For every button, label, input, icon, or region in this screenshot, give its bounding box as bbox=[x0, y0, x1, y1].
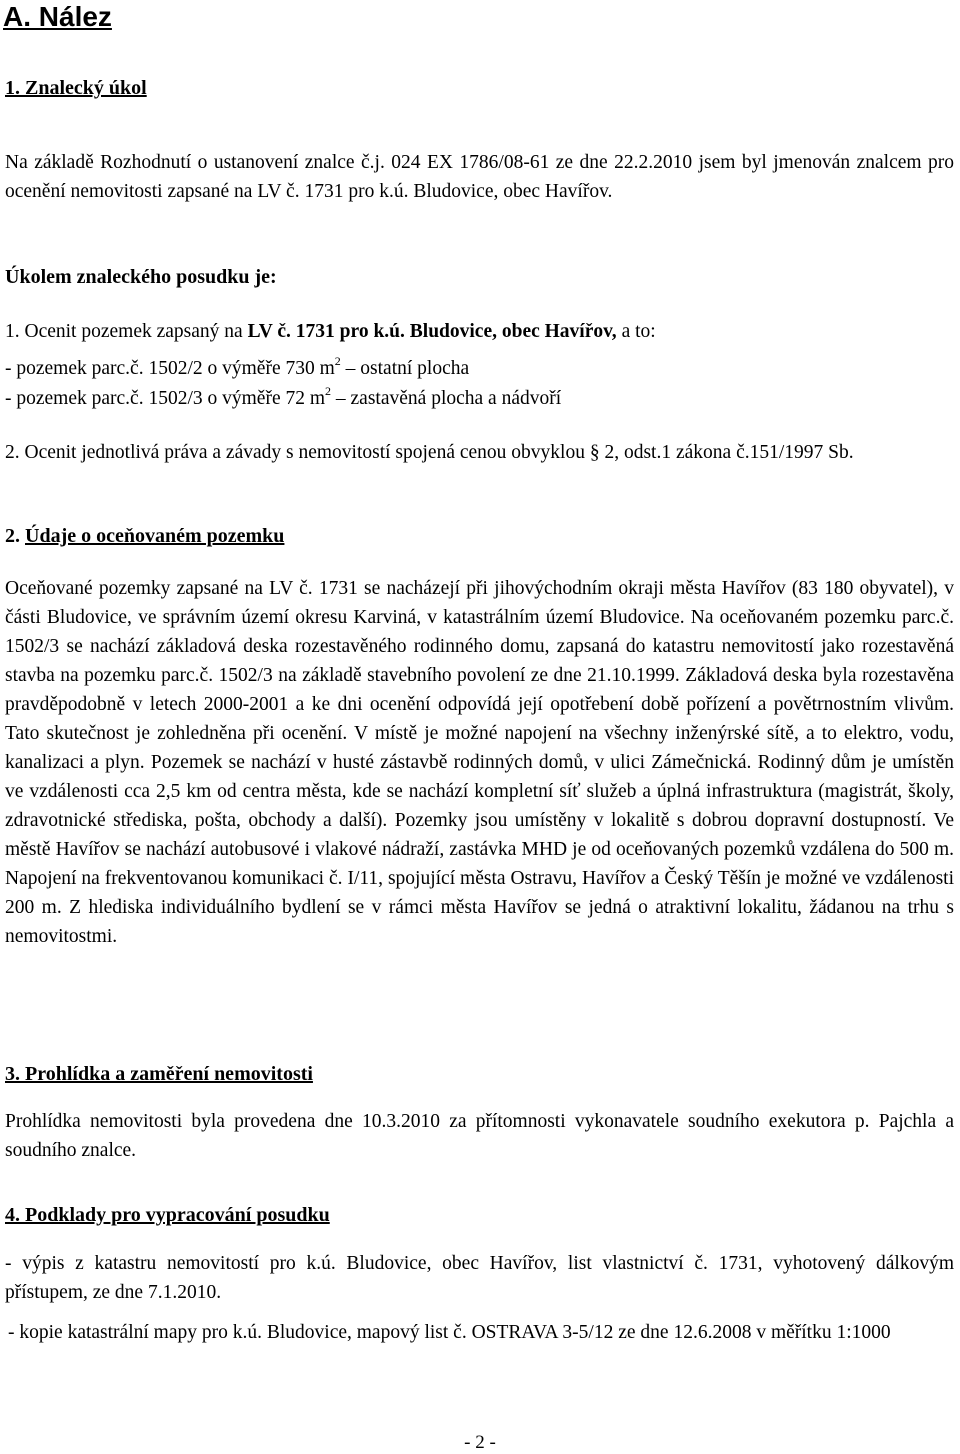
source-item-1: - výpis z katastru nemovitostí pro k.ú. Bludovice, obec Havířov, list vlastnictví č. 1731, vyhotovený dálkovým přístupem, ze dne 7.1.2010. bbox=[5, 1253, 954, 1303]
task-item-1-bold: LV č. 1731 pro k.ú. Bludovice, obec Havířov, bbox=[247, 321, 617, 342]
source-item-2: - kopie katastrální mapy pro k.ú. Bludovice, mapový list č. OSTRAVA 3-5/12 ze dne 12.6.2008 v měřítku 1:1000 bbox=[8, 1322, 891, 1343]
section-2-body: Oceňované pozemky zapsané na LV č. 1731 se nacházejí při jihovýchodním okraji města Havířov (83 180 obyvatel), v části Bludovice, ve správním území okresu Karviná, v katastrálním území Bludovice. Na oceňovaném pozemku parc.č. 1502/3 se nachází základová deska rozestavěného rodinného domu, zapsaná do katastru nemovitostí jako rozestavěná stavba na pozemku parc.č. 1502/3 na základě stavebního povolení ze dne 21.10.1999. Základová deska byla rozestavěna pravděpodobně v letech 2000-2001 a ke dni ocenění odpovídá její opotřebení době pořízení a povětrnostním vlivům. Tato skutečnost je zohledněna při ocenění. V místě je možné napojení na všechny inženýrské sítě, a to elektro, vodu, kanalizaci a plyn. Pozemek se nachází v husté zástavbě rodinných domů, v ulici Zámečnická. Rodinný dům je umístěn ve vzdálenosti cca 2,5 km od centra města, kde se nachází kompletní síť služeb a úplná infrastruktura (magistrát, školy, zdravotnické střediska, pošta, obchody a další). Pozemky jsou umístěny v lokalitě s dobrou dopravní dostupností. Ve městě Havířov se nachází autobusové i vlakové nádraží, zastávka MHD je od oceňovaných pozemků vzdálena do 500 m. Napojení na frekventovanou komunikaci č. I/11, spojující města Ostravu, Havířov a Český Těšín je možné ve vzdálenosti 200 m. Z hlediska individuálního bydlení se v rámci města Havířov se jedná o atraktivní lokalitu, žádanou na trhu s nemovitostmi. bbox=[5, 578, 954, 947]
section-2-heading-number: 2. bbox=[5, 525, 25, 547]
task-item-1 bbox=[5, 317, 954, 346]
section-2-heading bbox=[5, 524, 954, 548]
task-item-1-prefix: 1. Ocenit pozemek zapsaný na bbox=[5, 321, 248, 342]
page-number: - 2 - bbox=[464, 1432, 496, 1453]
section-3-body: Prohlídka nemovitosti byla provedena dne 10.3.2010 za přítomnosti vykonavatele soudního exekutora p. Pajchla a soudního znalce. bbox=[5, 1111, 954, 1161]
section-4-heading: 4. Podklady pro vypracování posudku bbox=[5, 1204, 330, 1226]
parcel-1-line bbox=[5, 354, 954, 383]
task-heading: Úkolem znaleckého posudku je: bbox=[5, 266, 277, 288]
parcel-2-type: – zastavěná plocha a nádvoří bbox=[331, 388, 562, 409]
section-a-title: A. Nález bbox=[3, 1, 112, 32]
section-1-heading: 1. Znalecký úkol bbox=[5, 77, 147, 99]
parcel-2-superscript: 2 bbox=[325, 384, 332, 398]
task-item-2: 2. Ocenit jednotlivá práva a závady s nemovitostí spojená cenou obvyklou § 2, odst.1 zákona č.151/1997 Sb. bbox=[5, 442, 854, 463]
parcel-1-superscript: 2 bbox=[334, 354, 341, 368]
task-item-1-suffix: a to: bbox=[616, 321, 656, 342]
parcel-2-text: - pozemek parc.č. 1502/3 o výměře 72 m bbox=[5, 388, 326, 409]
parcel-1-text: - pozemek parc.č. 1502/2 o výměře 730 m bbox=[5, 358, 335, 379]
parcel-1-type: – ostatní plocha bbox=[340, 358, 470, 379]
section-2-heading-text: Údaje o oceňovaném pozemku bbox=[25, 525, 285, 547]
parcel-2-line bbox=[5, 384, 954, 413]
section-3-heading: 3. Prohlídka a zaměření nemovitosti bbox=[5, 1063, 313, 1085]
section-1-intro: Na základě Rozhodnutí o ustanovení znalce č.j. 024 EX 1786/08-61 ze dne 22.2.2010 jsem byl jmenován znalcem pro ocenění nemovitosti zapsané na LV č. 1731 pro k.ú. Bludovice, obec Havířov. bbox=[5, 152, 954, 202]
